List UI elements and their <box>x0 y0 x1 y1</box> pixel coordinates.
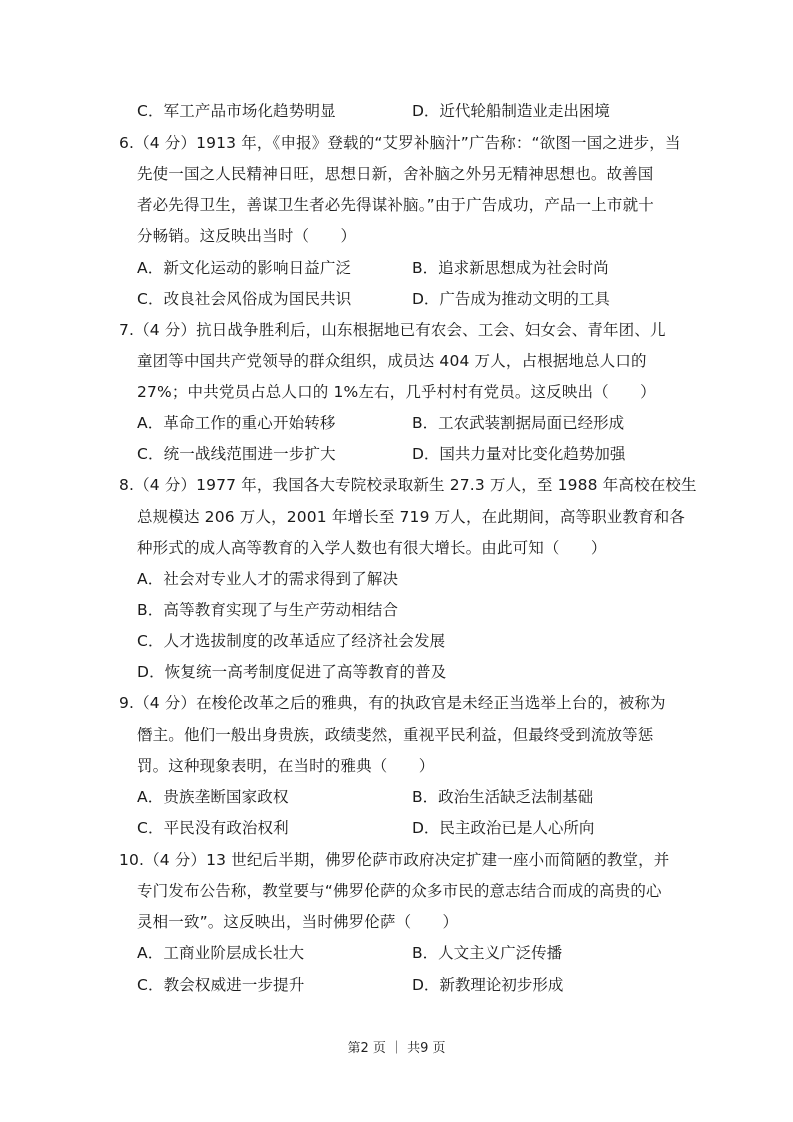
q7-option-b: B．工农武装割据局面已经形成 <box>412 414 625 432</box>
q6-option-b: B．追求新思想成为社会时尚 <box>412 259 609 277</box>
q8-option-c: C．人才选拔制度的改革适应了经济社会发展 <box>137 632 446 650</box>
q7-stem-line-2: 童团等中国共产党领导的群众组织，成员达 404 万人，占根据地总人口的 <box>137 352 647 370</box>
q9-option-d: D．民主政治已是人心所向 <box>412 819 595 837</box>
q9-option-b: B．政治生活缺乏法制基础 <box>412 788 594 806</box>
q9-stem-line-1: 9.（4 分）在梭伦改革之后的雅典，有的执政官是未经正当选举上台的，被称为 <box>119 694 666 712</box>
q6-stem-line-1: 6.（4 分）1913 年，《申报》登载的“艾罗补脑汁”广告称：“欲图一国之进步，当 <box>119 134 681 152</box>
q8-option-a: A．社会对专业人才的需求得到了解决 <box>137 570 399 588</box>
q10-stem-line-3: 灵相一致”。这反映出，当时佛罗伦萨（ ） <box>137 913 459 931</box>
q6-stem-line-4: 分畅销。这反映出当时（ ） <box>137 227 357 245</box>
q6-option-c: C．改良社会风俗成为国民共识 <box>137 290 352 308</box>
q6-stem-line-3: 者必先得卫生，善谋卫生者必先得谋补脑。”由于广告成功，产品一上市就十 <box>137 196 654 214</box>
q10-option-b: B．人文主义广泛传播 <box>412 944 563 962</box>
q10-stem-line-2: 专门发布公告称，教堂要与“佛罗伦萨的众多市民的意志结合而成的高贵的心 <box>137 882 662 900</box>
q5-option-c: C．军工产品市场化趋势明显 <box>137 102 336 120</box>
q8-option-b: B．高等教育实现了与生产劳动相结合 <box>137 601 399 619</box>
q7-option-d: D．国共力量对比变化趋势加强 <box>412 445 626 463</box>
q7-stem-line-3: 27%；中共党员占总人口的 1%左右，几乎村村有党员。这反映出（ ） <box>137 383 656 401</box>
q7-stem-line-1: 7.（4 分）抗日战争胜利后，山东根据地已有农会、工会、妇女会、青年团、儿 <box>119 321 666 339</box>
q6-option-d: D．广告成为推动文明的工具 <box>412 290 610 308</box>
page-footer: 第2 页 ｜ 共9 页 <box>347 1041 446 1056</box>
q10-option-a: A．工商业阶层成长壮大 <box>137 944 305 962</box>
q8-option-d: D．恢复统一高考制度促进了高等教育的普及 <box>137 663 447 681</box>
q6-stem-line-2: 先使一国之人民精神日旺，思想日新，舍补脑之外另无精神思想也。故善国 <box>137 165 654 183</box>
q7-option-a: A．革命工作的重心开始转移 <box>137 414 336 432</box>
q9-option-a: A．贵族垄断国家政权 <box>137 788 289 806</box>
q8-stem-line-3: 种形式的成人高等教育的入学人数也有很大增长。由此可知（ ） <box>137 539 607 557</box>
q8-stem-line-1: 8.（4 分）1977 年，我国各大专院校录取新生 27.3 万人，至 1988 年高校在校生 <box>119 476 697 494</box>
q5-option-d: D．近代轮船制造业走出困境 <box>412 102 610 120</box>
q9-option-c: C．平民没有政治权利 <box>137 819 289 837</box>
q10-option-c: C．教会权威进一步提升 <box>137 976 305 994</box>
q10-stem-line-1: 10.（4 分）13 世纪后半期，佛罗伦萨市政府决定扩建一座小而简陋的教堂，并 <box>119 851 670 869</box>
q10-option-d: D．新教理论初步形成 <box>412 976 564 994</box>
q9-stem-line-3: 罚。这种现象表明，在当时的雅典（ ） <box>137 757 435 775</box>
q7-option-c: C．统一战线范围进一步扩大 <box>137 445 336 463</box>
q9-stem-line-2: 僭主。他们一般出身贵族，政绩斐然，重视平民利益，但最终受到流放等惩 <box>137 726 654 744</box>
q8-stem-line-2: 总规模达 206 万人，2001 年增长至 719 万人，在此期间，高等职业教育和各 <box>137 508 686 526</box>
q6-option-a: A．新文化运动的影响日益广泛 <box>137 259 352 277</box>
